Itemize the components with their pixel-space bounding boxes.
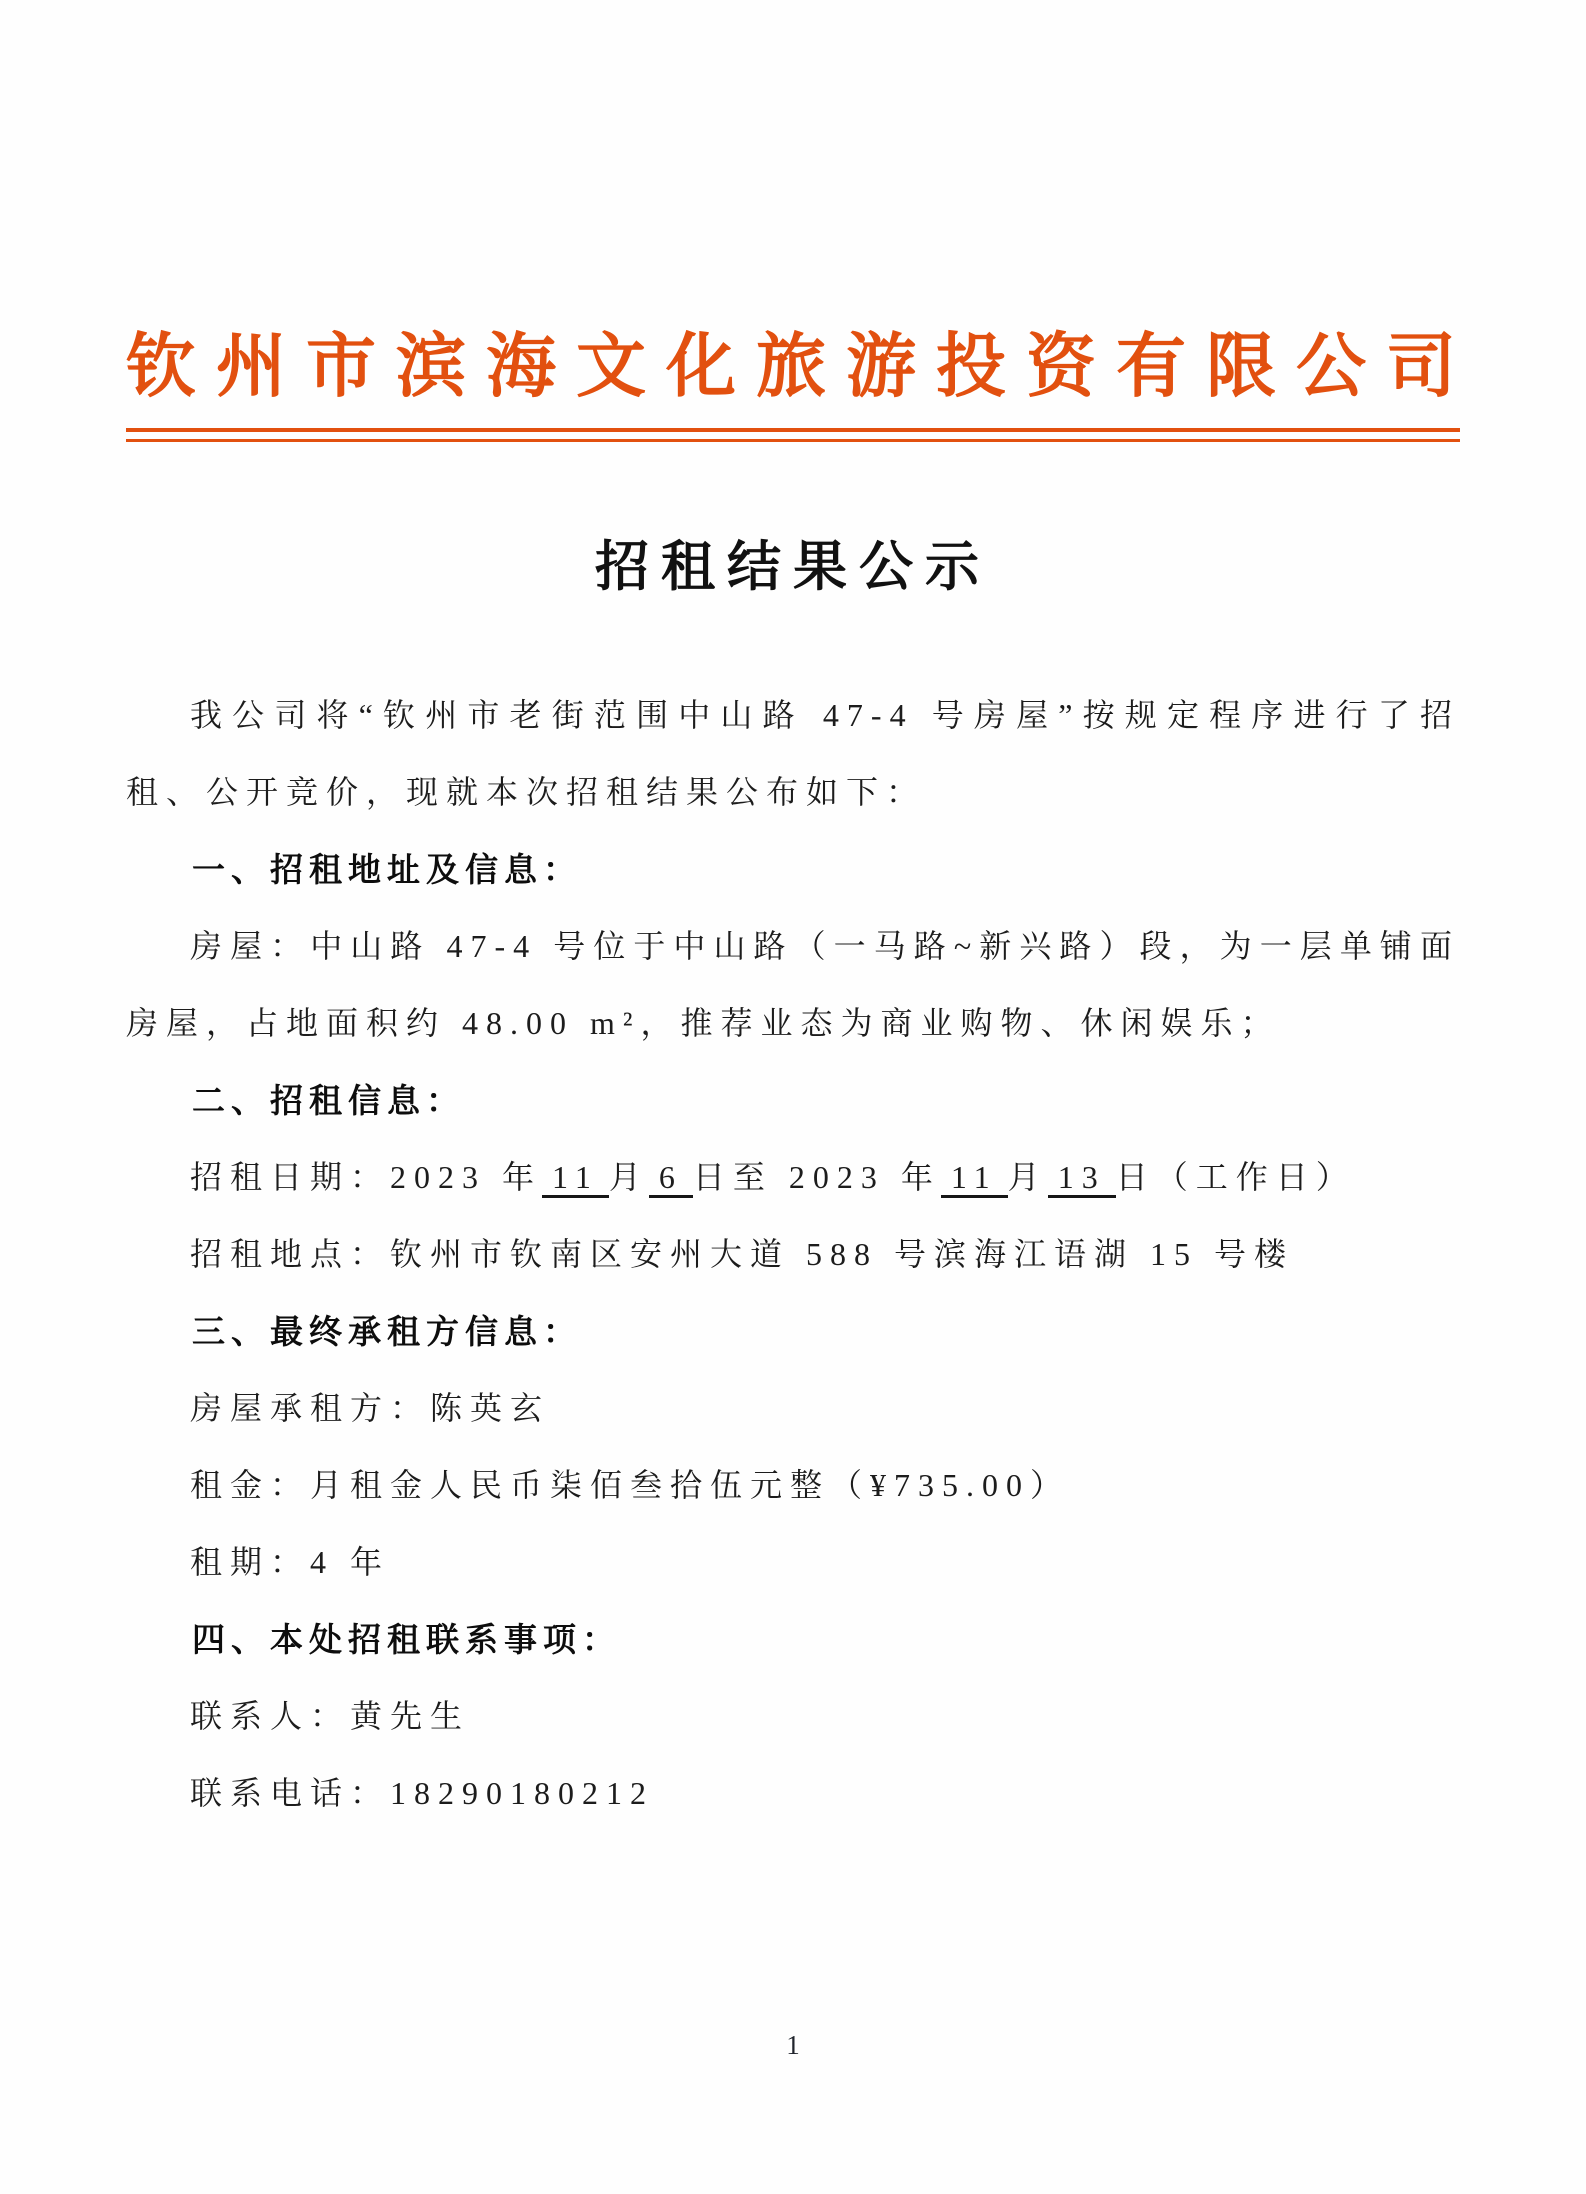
rental-location-line: 招租地点：钦州市钦南区安州大道 588 号滨海江语湖 15 号楼 [190, 1235, 1295, 1272]
header-rule-bottom [126, 439, 1460, 442]
section1-body: 房屋：中山路 47-4 号位于中山路（一马路~新兴路）段，为一层单铺面房屋，占地面积约 48.00 m²，推荐业态为商业购物、休闲娱乐； [126, 927, 1460, 1041]
rent-line: 租金：月租金人民币柒佰叁拾伍元整（¥735.00） [190, 1466, 1071, 1503]
rental-date-mid2: 日至 2023 年 [692, 1158, 941, 1195]
section4-heading: 四、本处招租联系事项： [192, 1620, 621, 1658]
contact-phone-line: 联系电话：18290180212 [190, 1774, 655, 1811]
document-body [126, 677, 1460, 1832]
contact-person-line: 联系人：黄先生 [190, 1697, 471, 1734]
rental-date-start-month: 11 [542, 1159, 609, 1198]
section2-heading: 二、招租信息： [192, 1081, 465, 1119]
page-number: 1 [786, 2030, 800, 2060]
rental-date-prefix: 招租日期：2023 年 [190, 1158, 543, 1195]
company-name-header: 钦州市滨海文化旅游投资有限公司 [126, 329, 1476, 406]
rental-date-mid1: 月 [608, 1158, 649, 1195]
rental-date-start-day: 6 [649, 1159, 693, 1198]
term-line: 租期：4 年 [190, 1543, 391, 1580]
rental-date-suffix: 日（工作日） [1115, 1158, 1356, 1195]
document-title: 招租结果公示 [595, 536, 991, 597]
rental-date-end-day: 13 [1048, 1159, 1116, 1198]
section1-heading: 一、招租地址及信息： [192, 850, 582, 888]
rental-date-mid3: 月 [1007, 1158, 1048, 1195]
tenant-line: 房屋承租方：陈英玄 [190, 1389, 551, 1426]
rental-date-end-month: 11 [941, 1159, 1008, 1198]
rental-date-line [126, 1139, 1460, 1216]
section3-heading: 三、最终承租方信息： [192, 1312, 582, 1350]
header-rule-top [126, 428, 1460, 432]
intro-paragraph: 我公司将“钦州市老街范围中山路 47-4 号房屋”按规定程序进行了招租、公开竞价，现就本次招租结果公布如下： [126, 696, 1460, 810]
